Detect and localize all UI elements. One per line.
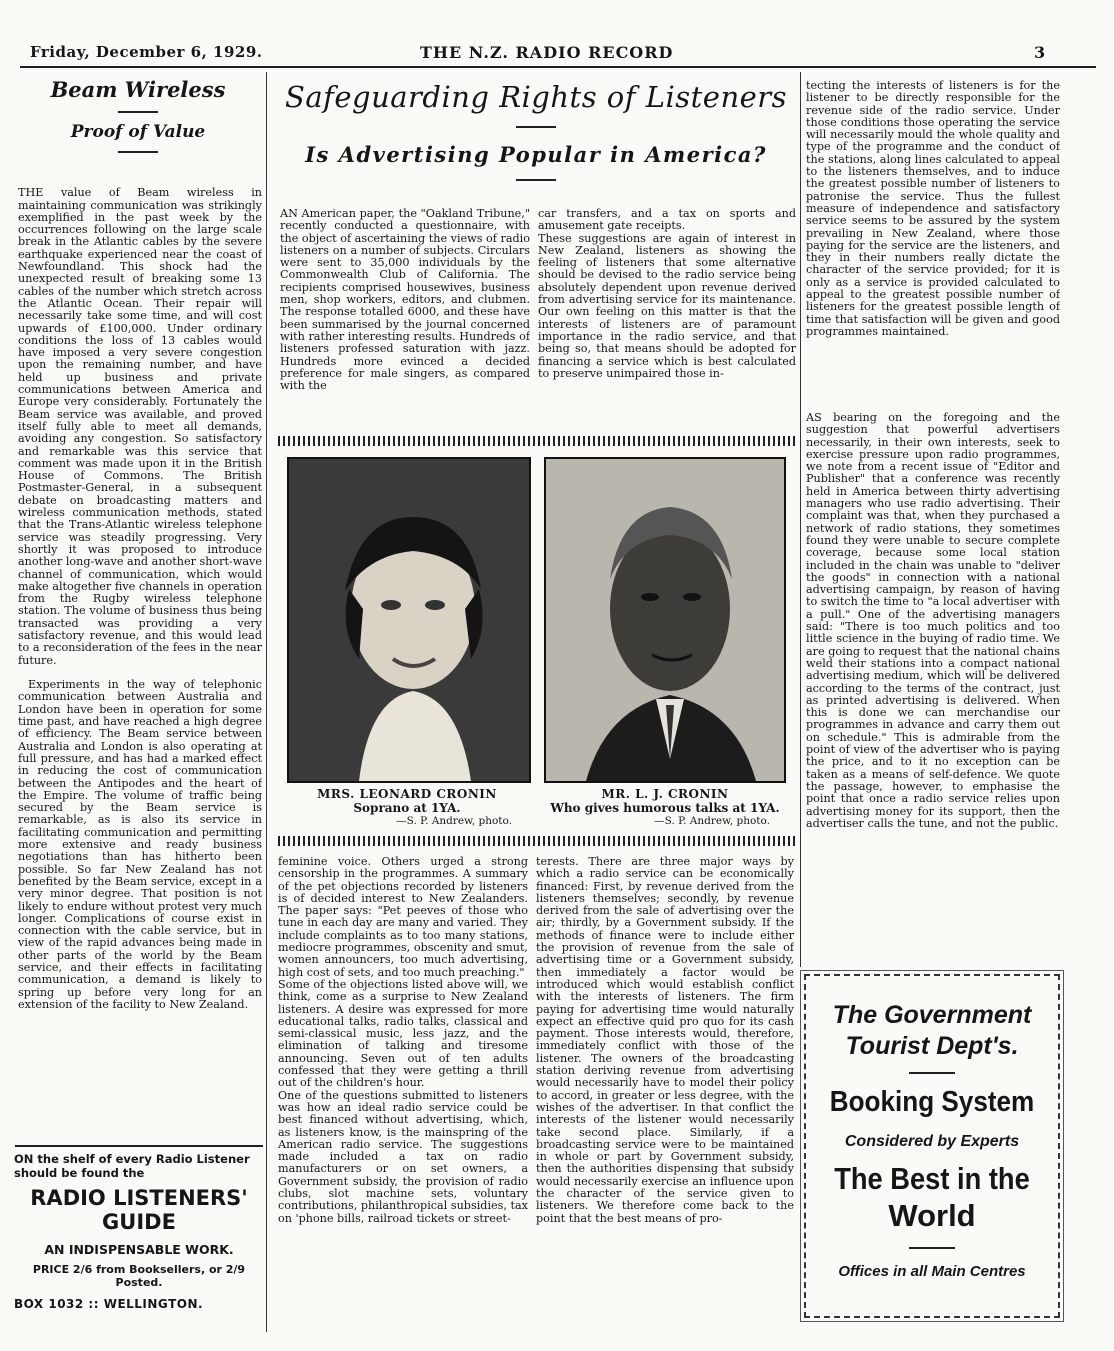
caption-right — [540, 787, 790, 827]
masthead-title: THE N.Z. RADIO RECORD — [420, 43, 674, 62]
photo-mr-cronin — [544, 457, 786, 783]
portrait-man-image — [546, 459, 784, 781]
guide-box: BOX 1032 :: WELLINGTON. — [14, 1297, 204, 1311]
ornamental-rule — [278, 436, 796, 446]
guide-tagline: AN INDISPENSABLE WORK. — [44, 1242, 234, 1257]
radio-guide-ad — [14, 1152, 264, 1322]
beam-title: Beam Wireless — [50, 77, 226, 102]
divider — [909, 1072, 955, 1074]
main-headline-block — [276, 80, 796, 181]
caption-left-role: Soprano at 1YA. — [353, 801, 461, 815]
ad-line-6: World — [888, 1198, 976, 1233]
photo-mrs-cronin — [287, 457, 531, 783]
guide-title-2: GUIDE — [102, 1210, 176, 1234]
divider — [909, 1247, 955, 1249]
beam-paragraph: THE value of Beam wireless in maintaining communication was strikingly exemplified in the past week by the occurrences following on the large scale break in the Atlantic cables by the severe earthquake experienced near the coast of Newfoundland. This shock had the unexpected result of breaking some 13 cables of the number which stretch across the Atlantic Ocean. Their repair will necessarily take some time, and will cost upwards of £100,000. Under ordinary conditions the loss of 13 cables would have imposed a very severe congestion upon the remaining number, and have held up business and private communications between America and Europe very considerably. Fortunately the Beam service was available, and proved itself fully able to meet all demands, avoiding any congestion. So satisfactory and remarkable was this service that comment was made upon it in the British House of Commons. The British Postmaster-General, in a subsequent debate on broadcasting matters and wireless communication methods, stated that the Trans-Atlantic wireless telephone service was steadily progressing. Very shortly it was proposed to introduce another long-wave and another short-wave channel of communication, which would make altogether five channels in operation from the Rugby wireless telephone station. The volume of business thus being transacted was providing a very satisfactory revenue, and this would lead to a reconsideration of the fees in the near future. — [18, 186, 262, 667]
ad-line-1: The Government — [832, 1001, 1032, 1029]
beam-article — [18, 175, 262, 1142]
caption-right-name: MR. L. J. CRONIN — [601, 787, 729, 801]
ad-line-4: Considered by Experts — [844, 1133, 1020, 1150]
tourist-dept-ad — [804, 974, 1060, 1318]
ad-line-5: The Best in the — [834, 1161, 1030, 1196]
beam-paragraph: Experiments in the way of telephonic communication between Australia and London have been in operation for some time past, and have reached a high degree of efficiency. The Beam service between Australia and London is also operating at full pressure, and has had a marked effect in reducing the cost of communication between the Antipodes and the heart of the Empire. The volume of traffic being secured by the Beam service is remarkable, as is also its service in facilitating communication and permitting more extensive and ready business negotiations than has hitherto been possible. So far New Zealand has not benefited by the Beam service, except in a very minor degree. That position is not likely to endure without protest very much longer. Complications of course exist in connection with the cable service, but in view of the rapid advances being made in other parts of the world by the Beam service, and their effects in facilitating communication, a demand is likely to spring up before very long for an extension of the facility to New Zealand. — [18, 678, 262, 1011]
caption-right-role: Who gives humorous talks at 1YA. — [550, 801, 780, 815]
article-column-5a: tecting the interests of listeners is for the listener to be directly responsible for the revenue side of the radio service. Under those conditions those operating the service will necessarily mould the whole quality and type of the programme and the conduct of the stations, along lines calculated to appeal to the listeners themselves, and to induce the greatest possible number of listeners to patronise the service. Thus the fullest measure of independence and satisfactory service seems to be assured by the system prevailing in New Zealand, where those paying for the service are the listeners, and they in their numbers really dictate the character of the service provided; for it is only as a service is provided calculated to appeal to the greatest possible number of listeners for the greatest possible length of time that satisfaction will be given and good programmes maintained. — [806, 80, 1060, 338]
main-title: Safeguarding Rights of Listeners — [284, 80, 788, 114]
ad-line-2: Tourist Dept's. — [845, 1032, 1019, 1060]
beam-subtitle: Proof of Value — [70, 122, 206, 142]
column-divider — [800, 72, 801, 967]
portrait-woman-image — [289, 459, 529, 781]
main-subtitle: Is Advertising Popular in America? — [305, 142, 767, 167]
article-column-1: AN American paper, the "Oakland Tribune," recently conducted a questionnaire, with the object of ascertaining the views of radio listeners on a number of subjects. Circulars were sent to 35,000 individuals by the Commonwealth Club of California. The recipients comprised housewives, business men, shop workers, editors, and clubmen. The response totalled 6000, and these have been summarised by the journal concerned with rather interesting results. Hundreds of listeners professed saturation with jazz. Hundreds more evinced a decided preference for male singers, as compared with the — [280, 208, 530, 393]
article-column-4: terests. There are three major ways by which a radio service can be economically financed: First, by revenue derived from the listeners themselves; secondly, by revenue derived from the sale of advertising over the air; thirdly, by a Government subsidy. If the methods of finance were to include either the provision of revenue from the sale of advertising time or a Government subsidy, then immediately a factor would be introduced which would establish conflict with the interests of listeners. The firm paying for advertising time would naturally expect an effective quid pro quo for its cash payment. Those interests would, therefore, immediately conflict with those of the listener. The owners of the broadcasting station deriving revenue from advertising would necessarily have to model their policy to accord, in greater or less degree, with the wishes of the advertiser. In that conflict the interests of the listener would necessarily take second place. Similarly, if a broadcasting service were to be maintained in whole or part by Government subsidy, then the authorities dispensing that subsidy would necessarily exercise an influence upon the character of the service given to listeners. We therefore come back to the point that the best means of pro- — [536, 856, 794, 1225]
caption-left-credit: —S. P. Andrew, photo. — [396, 815, 512, 827]
issue-date: Friday, December 6, 1929. — [30, 43, 263, 61]
guide-title: RADIO LISTENERS' — [30, 1186, 248, 1210]
article-column-3: feminine voice. Others urged a strong censorship in the programmes. A summary of the pet objections recorded by listeners is of decided interest to New Zealanders. The paper says: "Pet peeves of those who tune in each day are many and varied. They include complaints as to too many stations, mediocre programmes, obscenity and smut, women announcers, too much advertising, high cost of sets, and too much preaching." Some of the objections listed above will, we think, come as a surprise to New Zealand listeners. A desire was expressed for more educational talks, radio talks, classical and semi-classical music, less jazz, and the elimination of talking and tiresome announcing. Seven out of ten adults confessed that they were getting a thrill out of the children's hour. One of the questions submitted to listeners was how an ideal radio service could be best financed without advertising, which, as listeners know, is the mainspring of the American radio service. The suggestions made included a tax on radio manufacturers or on set owners, a Government subsidy, the provision of radio clubs, slot machine sets, voluntary contributions, philanthropical subsidies, tax on 'phone bills, railroad tickets or street- — [278, 856, 528, 1225]
ornamental-rule — [278, 836, 796, 846]
page-number: 3 — [1034, 43, 1046, 62]
article-column-5b: AS bearing on the foregoing and the suggestion that powerful advertisers necessarily, in their own interests, seek to exercise pressure upon radio programmes, we note from a recent issue of "Editor and Publisher" that a conference was recently held in America between thirty advertising managers who use radio advertising. Their complaint was that, when they purchased a network of radio stations, they sometimes found they were unable to secure complete coverage, because some local station included in the chain was unable to "deliver the goods" in connection with a national advertising campaign, by reason of having to switch the time to "a local advertiser with a pull." One of the advertising managers said: "There is too much politics and too little science in the buying of radio time. We are going to request that the national chains weld their stations into a compact national advertising medium, which will be delivered according to the terms of the contract, just as printed advertising is delivered. When this is done we can merchandise our programmes in advance and carry them out on schedule." This is admirable from the point of view of the advertiser who is paying the price, and to it no exception can be taken as a means of self-defence. We quote the passage, however, to emphasise the point that once a radio service relies upon advertising money for its support, then the advertiser calls the tune, and not the public. — [806, 412, 1060, 830]
column-divider — [266, 72, 267, 1332]
caption-left — [282, 787, 532, 827]
caption-left-name: MRS. LEONARD CRONIN — [317, 787, 497, 801]
caption-right-credit: —S. P. Andrew, photo. — [654, 815, 770, 827]
ad-line-3: Booking System — [829, 1086, 1035, 1118]
divider — [516, 126, 556, 128]
guide-intro: ON the shelf of every Radio Listener should be found the — [14, 1152, 250, 1180]
divider — [516, 179, 556, 181]
header-rule — [20, 66, 1096, 68]
divider — [118, 151, 158, 153]
article-column-2: car transfers, and a tax on sports and amusement gate receipts. These suggestions are again of interest in New Zealand, listeners as showing the feeling of listeners that some alternative should be devised to the radio service being absolutely dependent upon revenue derived from advertising service for its maintenance. Our own feeling on this matter is that the interests of listeners are of paramount importance in the radio service, and that being so, that means should be adopted for financing a service which is best calculated to preserve unimpaired those in- — [538, 208, 796, 380]
guide-price: PRICE 2/6 from Booksellers, or 2/9 Posted. — [32, 1263, 246, 1289]
divider — [15, 1145, 263, 1147]
divider — [118, 111, 158, 113]
beam-headline-block — [15, 75, 261, 153]
ad-line-7: Offices in all Main Centres — [838, 1263, 1026, 1280]
